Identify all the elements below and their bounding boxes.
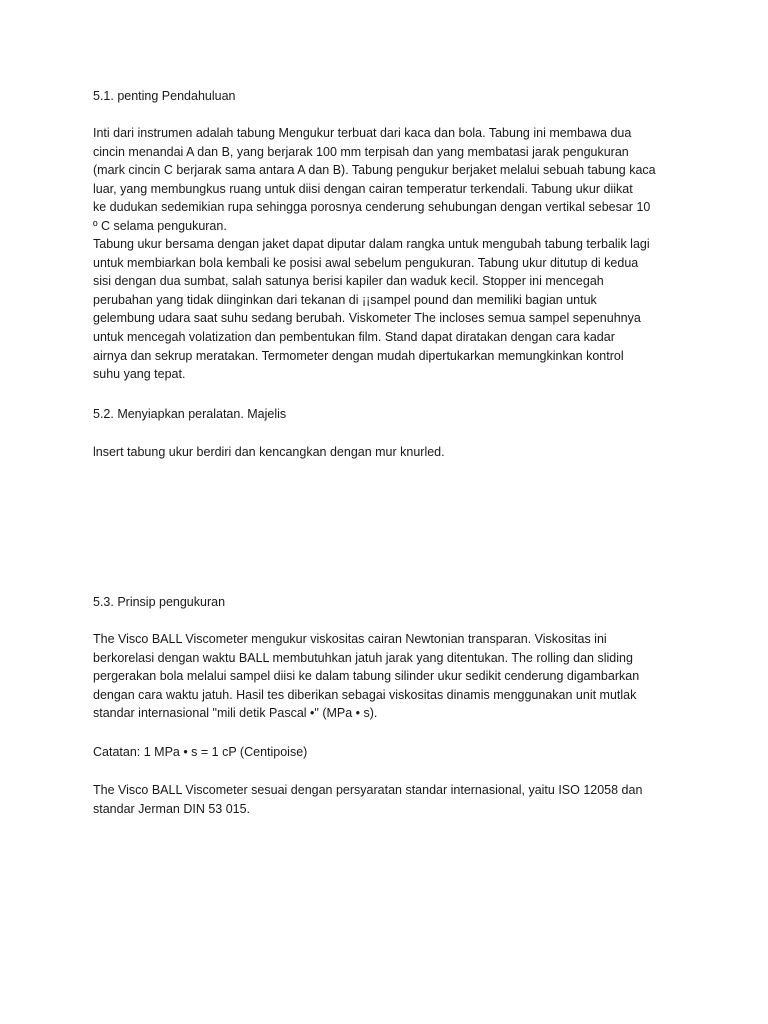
paragraph-line: Tabung ukur bersama dengan jaket dapat diputar dalam rangka untuk mengubah tabung terbalik lagi — [93, 237, 650, 251]
section-3-paragraph-2 — [93, 781, 658, 818]
paragraph-line: dengan cara waktu jatuh. Hasil tes diberikan sebagai viskositas dinamis menggunakan unit mutlak — [93, 687, 637, 702]
note-line: Catatan: 1 MPa • s = 1 cP (Centipoise) — [93, 745, 308, 759]
paragraph-line: suhu yang tepat. — [93, 367, 186, 382]
paragraph-line: untuk membiarkan bola kembali ke posisi awal sebelum pengukuran. Tabung ukur ditutup di kedua — [93, 255, 639, 270]
section-3-paragraph-1 — [93, 630, 658, 723]
paragraph-line: ke dudukan sedemikian rupa sehingga porosnya cenderung sehubungan dengan vertikal sebesar 10 — [93, 200, 651, 215]
section-3-note — [93, 743, 658, 762]
section-1-heading-text: 5.1. penting Pendahuluan — [93, 89, 236, 103]
paragraph-line: (mark cincin C berjarak sama antara A dan B). Tabung pengukur berjaket melalui sebuah tabung kaca — [93, 163, 656, 178]
paragraph-line: airnya dan sekrup meratakan. Termometer dengan mudah dipertukarkan memungkinkan kontrol — [93, 348, 624, 363]
paragraph-line: The Visco BALL Viscometer sesuai dengan persyaratan standar internasional, yaitu ISO 12058 dan — [93, 783, 643, 797]
section-2-heading-text: 5.2. Menyiapkan peralatan. Majelis — [93, 407, 287, 421]
paragraph-line: perubahan yang tidak diinginkan dari tekanan di ¡¡sampel pound dan memiliki bagian untuk — [93, 292, 597, 307]
paragraph-line: berkorelasi dengan waktu BALL membutuhkan jatuh jarak yang ditentukan. The rolling dan sliding — [93, 650, 633, 665]
paragraph-line: º C selama pengukuran. — [93, 218, 227, 233]
paragraph-line: untuk mencegah volatization dan pembentukan film. Stand dapat diratakan dengan cara kadar — [93, 329, 615, 344]
section-3-heading — [93, 593, 658, 612]
paragraph-line: Inti dari instrumen adalah tabung Mengukur terbuat dari kaca dan bola. Tabung ini membawa dua — [93, 126, 632, 140]
paragraph-line: standar Jerman DIN 53 015. — [93, 801, 251, 816]
section-1-paragraph-1 — [93, 124, 658, 236]
paragraph-line: standar internasional "mili detik Pascal •" (MPa • s). — [93, 706, 378, 721]
paragraph-line: The Visco BALL Viscometer mengukur viskositas cairan Newtonian transparan. Viskositas ini — [93, 632, 607, 646]
paragraph-line: gelembung udara saat suhu sedang berubah. Viskometer The incloses semua sampel sepenuhnya — [93, 311, 641, 326]
paragraph-line: cincin menandai A dan B, yang berjarak 100 mm terpisah dan yang membatasi jarak pengukuran — [93, 144, 629, 159]
section-1-paragraph-2 — [93, 235, 658, 384]
paragraph-line: pergerakan bola melalui sampel diisi ke dalam tabung silinder ukur sedikit cenderung digambarkan — [93, 669, 640, 684]
paragraph-line: luar, yang membungkus ruang untuk diisi dengan cairan temperatur terkendali. Tabung ukur diikat — [93, 181, 633, 196]
paragraph-line: lnsert tabung ukur berdiri dan kencangkan dengan mur knurled. — [93, 445, 445, 459]
paragraph-line: sisi dengan dua sumbat, salah satunya berisi kapiler dan waduk kecil. Stopper ini mencegah — [93, 274, 604, 289]
section-3-heading-text: 5.3. Prinsip pengukuran — [93, 595, 226, 609]
section-1-heading — [93, 87, 658, 106]
section-2-paragraph — [93, 443, 658, 462]
section-2-heading — [93, 405, 658, 424]
